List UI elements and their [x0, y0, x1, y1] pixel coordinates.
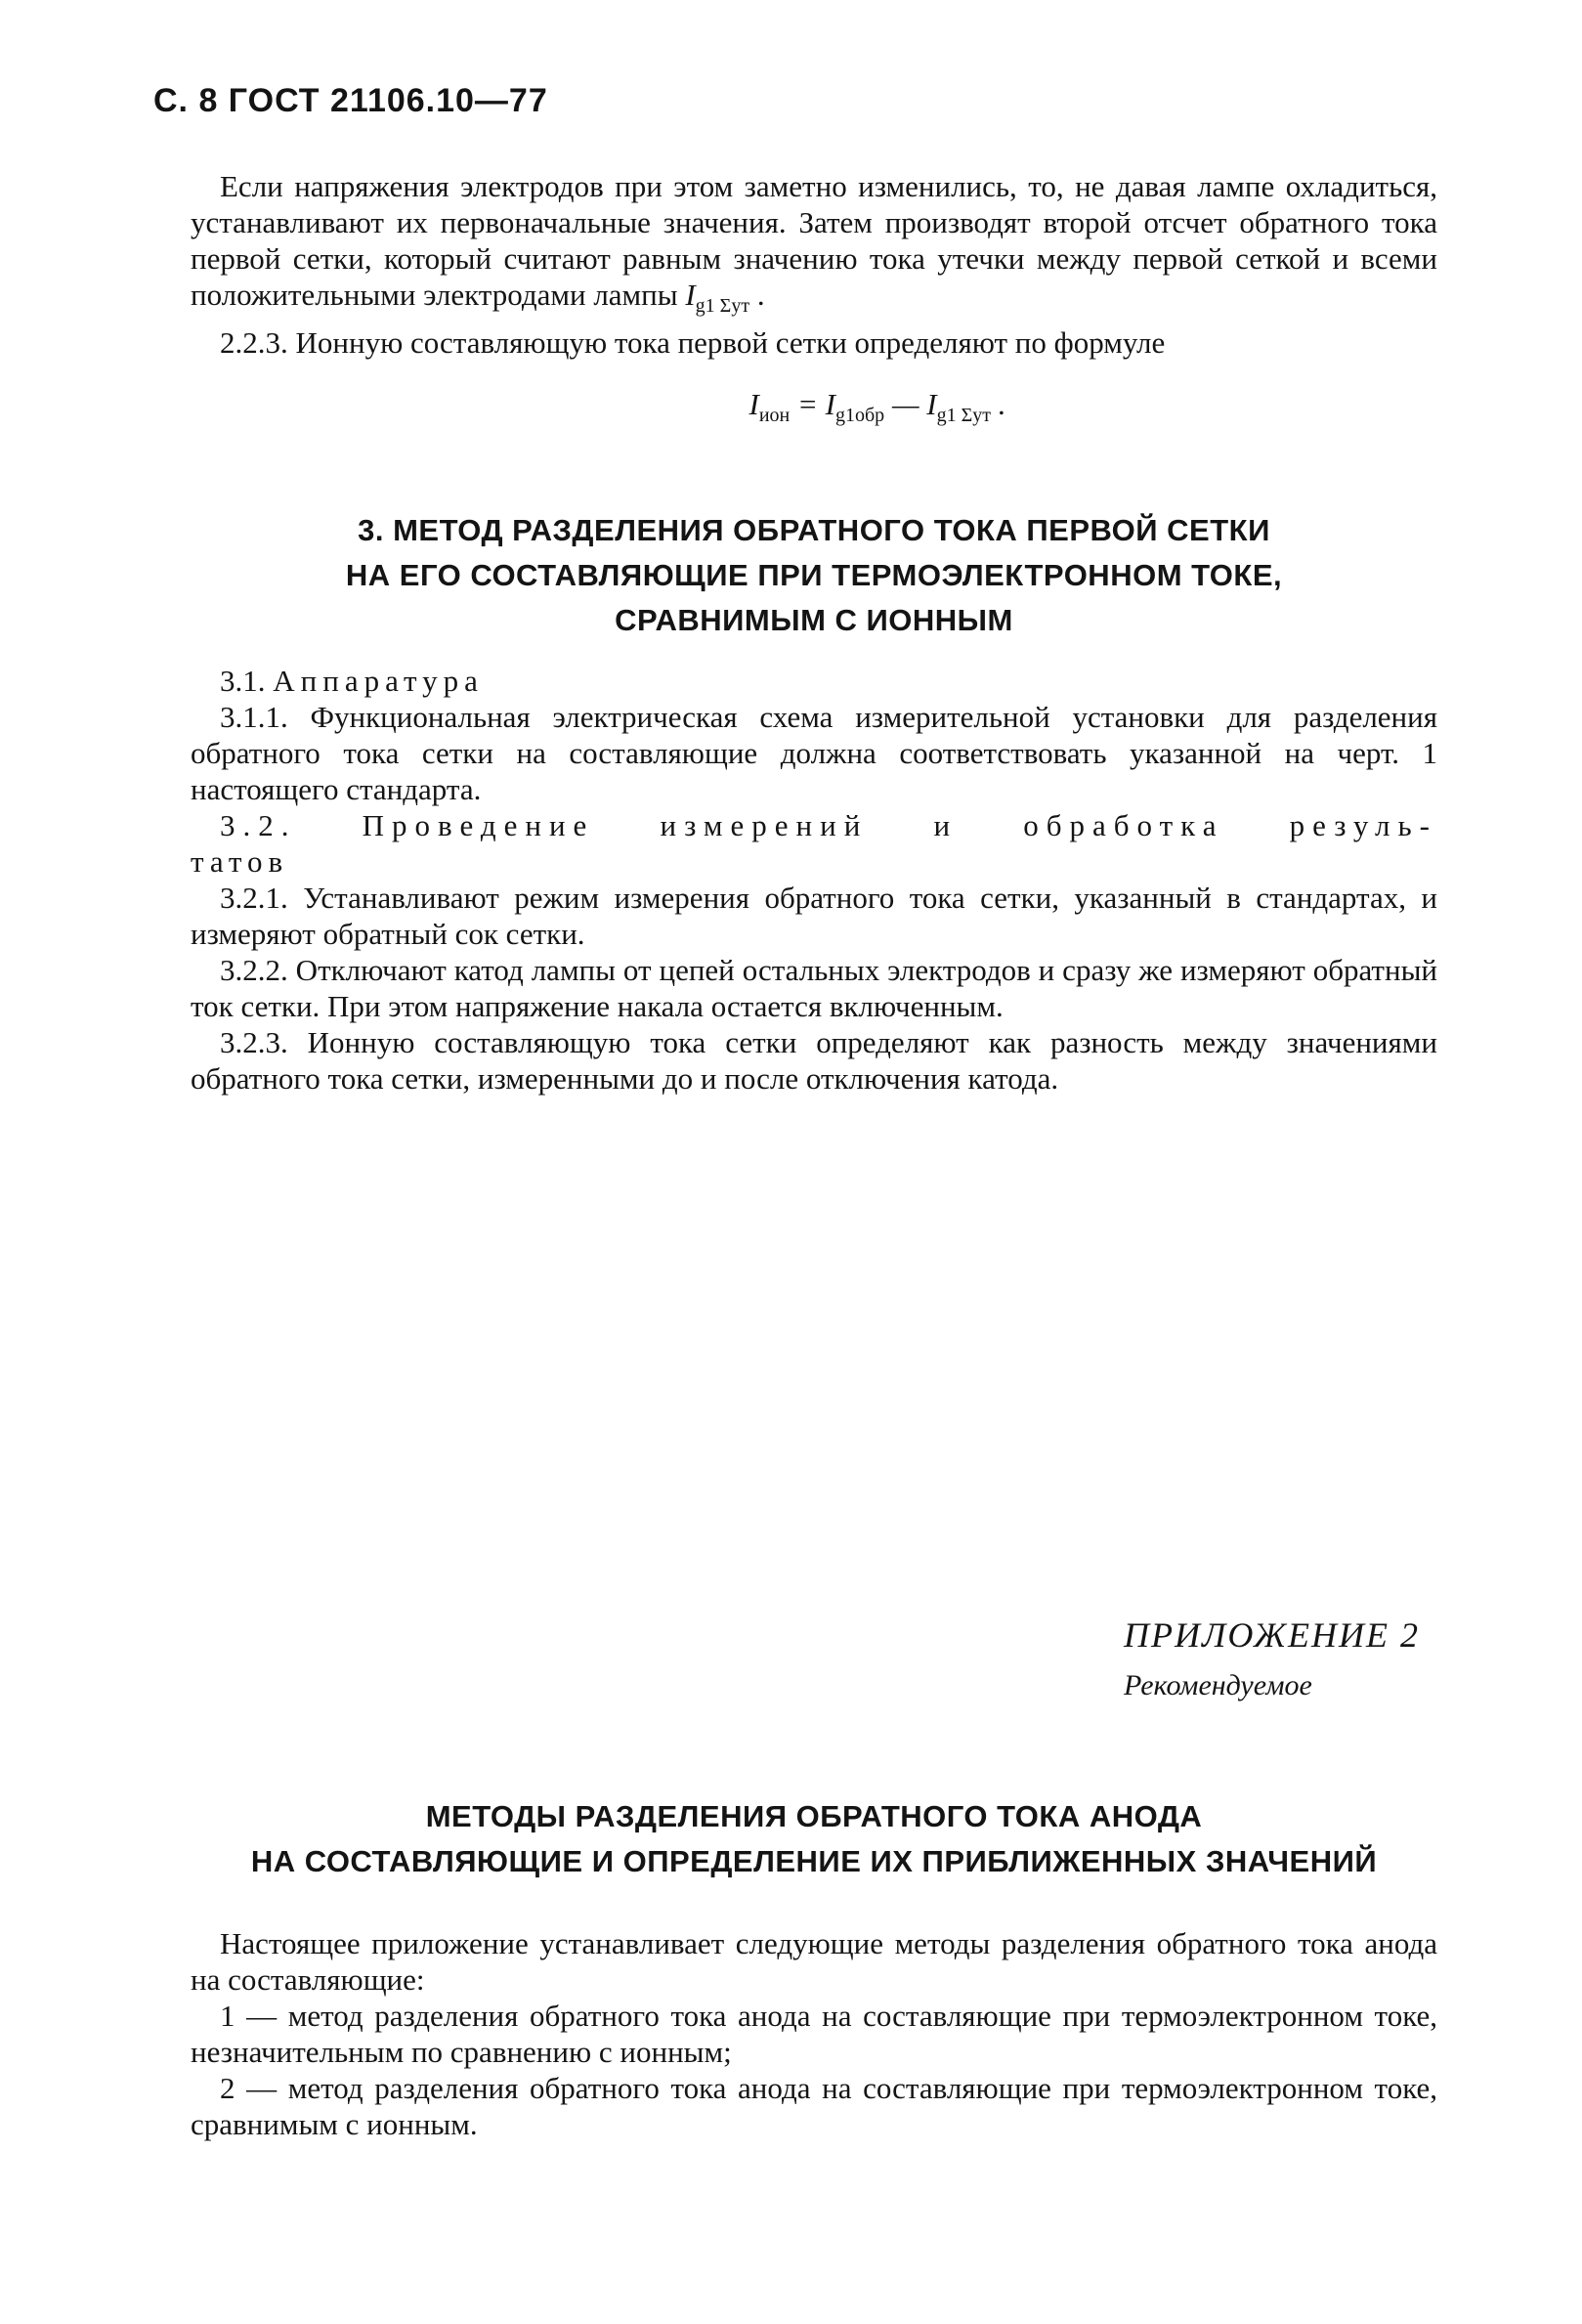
formula-term1: I — [825, 387, 835, 422]
paragraph-3-1-1: 3.1.1. Функциональная электрическая схема измерительной установки для разделения обратного тока сетки на составляющие должна соответствовать указанной на черт. 1 настоящего стандарта. — [191, 700, 1437, 806]
formula-term1-sub: g1обр — [835, 405, 885, 427]
paragraph-2-2-3: 2.2.3. Ионную составляющую тока первой сетки определяют по формуле — [220, 325, 1166, 361]
appendix-title-line-2: НА СОСТАВЛЯЮЩИЕ И ОПРЕДЕЛЕНИЕ ИХ ПРИБЛИЖЕННЫХ ЗНАЧЕНИЙ — [250, 1844, 1378, 1878]
paragraph-3-2-3: 3.2.3. Ионную составляющую тока сетки определяют как разность между значениями обратного тока сетки, измеренными до и после отключения катода. — [191, 1025, 1437, 1096]
paragraph-leakage-current — [191, 168, 1437, 324]
appendix-item-2: 2 — метод разделения обратного тока анода на составляющие при термоэлектронном токе, сравнимым с ионным. — [191, 2071, 1437, 2141]
subsection-title-word: резуль- — [1289, 808, 1437, 842]
formula-term2-sub: g1 Σут — [936, 405, 991, 427]
formula-ion-current — [318, 386, 1437, 434]
formula-lhs: I — [748, 387, 759, 422]
page-header: С. 8 ГОСТ 21106.10—77 — [153, 82, 548, 119]
appendix-status: Рекомендуемое — [1124, 1669, 1312, 1701]
section-3-heading-line-3: СРАВНИМЫМ С ИОННЫМ — [615, 603, 1013, 637]
formula-lhs-sub: ион — [758, 405, 791, 427]
subsection-3-2-title-continued: татов — [191, 844, 289, 879]
appendix-item-1: 1 — метод разделения обратного тока анода на составляющие при термоэлектронном токе, незначительным по сравнению с ионным; — [191, 1999, 1437, 2069]
subsection-title-word: и — [933, 808, 959, 842]
symbol-current: I — [685, 278, 696, 312]
paragraph-end: . — [756, 278, 765, 312]
subsection-title-word: обработка — [1023, 808, 1224, 842]
section-2-continuation — [191, 168, 1437, 434]
paragraph-3-2-2: 3.2.2. Отключают катод лампы от цепей остальных электродов и сразу же измеряют обратный ток сетки. При этом напряжение накала остается включенным. — [191, 953, 1437, 1023]
subsection-3-1-title — [191, 663, 1437, 699]
paragraph-3-2-1: 3.2.1. Устанавливают режим измерения обратного тока сетки, указанный в стандартах, и измеряют обратный сок сетки. — [191, 881, 1437, 951]
subsection-3-2-title — [191, 807, 1437, 843]
paragraph-text: Если напряжения электродов при этом заметно изменились, то, не давая лампе охладиться, устанавливают их первоначальные значения. Затем производят второй отсчет обратного тока первой сетки, который считают равным значению тока утечки между первой сеткой и всеми положительными электродами лампы — [191, 169, 1437, 312]
formula-minus: — — [891, 387, 919, 422]
subsection-number: 3.1. — [220, 664, 266, 698]
appendix-body — [191, 1925, 1437, 2142]
symbol-subscript: g1 Σут — [695, 295, 750, 318]
appendix-title — [191, 1794, 1437, 1884]
subsection-title-word: Проведение — [362, 808, 595, 842]
formula-term2: I — [926, 387, 937, 422]
section-3-heading-line-2: НА ЕГО СОСТАВЛЯЮЩИЕ ПРИ ТЕРМОЭЛЕКТРОННОМ ТОКЕ, — [345, 558, 1283, 592]
subsection-number: 3.2. — [220, 808, 297, 842]
appendix-title-line-1: МЕТОДЫ РАЗДЕЛЕНИЯ ОБРАТНОГО ТОКА АНОДА — [425, 1799, 1203, 1833]
formula-eq: = — [797, 387, 818, 422]
section-3-heading — [191, 508, 1437, 643]
section-3-heading-line-1: 3. МЕТОД РАЗДЕЛЕНИЯ ОБРАТНОГО ТОКА ПЕРВОЙ СЕТКИ — [358, 513, 1270, 547]
subsection-title: Аппаратура — [273, 664, 484, 698]
section-3-body — [191, 663, 1437, 1097]
appendix-label: ПРИЛОЖЕНИЕ 2 — [1124, 1615, 1420, 1655]
subsection-title-word: измерений — [660, 808, 869, 842]
appendix-intro: Настоящее приложение устанавливает следующие методы разделения обратного тока анода на составляющие: — [191, 1926, 1437, 1997]
formula-end: . — [998, 387, 1006, 422]
